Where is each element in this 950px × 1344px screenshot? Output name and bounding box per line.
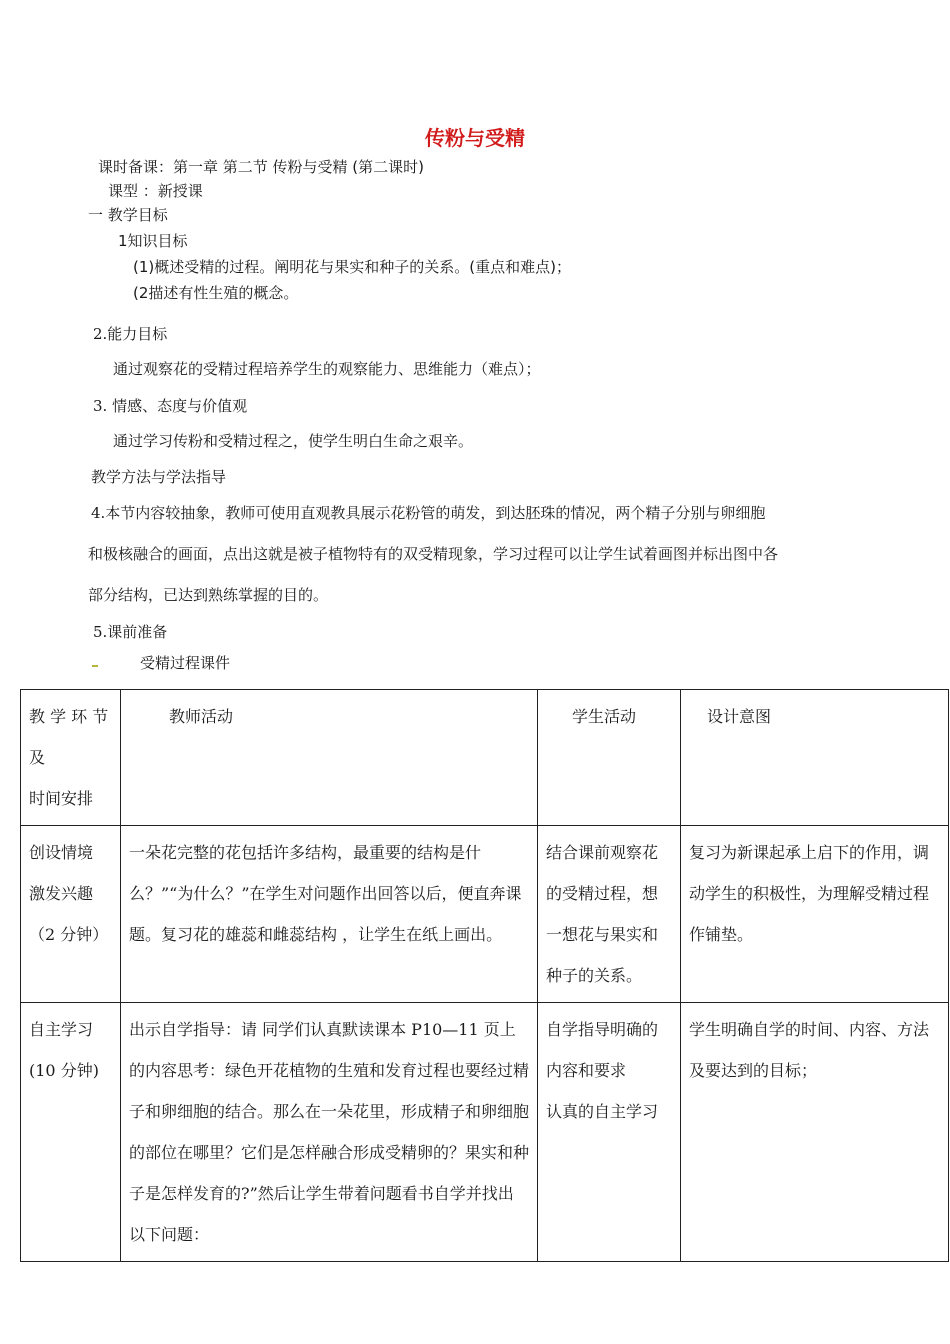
stage-cell	[21, 1003, 121, 1262]
header-teacher	[121, 690, 538, 826]
header-intent	[681, 690, 949, 826]
method-paragraph-line-1: 4.本节内容较抽象，教师可使用直观教具展示花粉管的萌发，到达胚珠的情况，两个精子分别与卵细胞	[91, 504, 766, 522]
stage-line-3: （2 分钟）	[29, 925, 109, 944]
stage-line-2: 激发兴趣	[29, 884, 94, 903]
emotion-text: 通过学习传粉和受精过程之，使学生明白生命之艰辛。	[113, 432, 474, 450]
header-student	[538, 690, 681, 826]
method-paragraph-line-3: 部分结构，已达到熟练掌握的目的。	[88, 586, 329, 604]
ability-heading: 2.能力目标	[93, 325, 168, 343]
method-paragraph-line-2: 和极核融合的画面，点出这就是被子植物特有的双受精现象，学习过程可以让学生试着画图并标出图中各	[88, 545, 779, 563]
method-heading: 教学方法与学法指导	[91, 468, 227, 486]
header-stage-line-2: 及	[29, 748, 46, 767]
lesson-plan-table	[20, 689, 949, 1262]
student-activity: 结合课前观察花的受精过程，想一想花与果实和种子的关系。	[538, 826, 681, 1003]
header-intent-label: 设计意图	[707, 707, 772, 726]
knowledge-goal-2: (2描述有性生殖的概念。	[133, 284, 299, 302]
table-header-row	[21, 690, 949, 826]
document-title: 传粉与受精	[425, 126, 525, 150]
knowledge-goal-1: (1)概述受精的过程。阐明花与果实和种子的关系。(重点和难点)；	[133, 258, 571, 276]
table-row	[21, 826, 949, 1003]
knowledge-heading: 1知识目标	[118, 232, 188, 250]
goals-heading: 一 教学目标	[88, 206, 168, 224]
ability-text: 通过观察花的受精过程培养学生的观察能力、思维能力（难点）；	[113, 360, 541, 378]
stage-line-1: 自主学习	[29, 1020, 94, 1039]
lesson-type: 课型 ：新授课	[108, 182, 203, 200]
design-intent: 学生明确自学的时间、内容、方法及要达到的目标；	[681, 1003, 949, 1262]
stage-line-1: 创设情境	[29, 843, 94, 862]
bullet-mark	[92, 665, 98, 667]
design-intent: 复习为新课起承上启下的作用，调动学生的积极性，为理解受精过程作铺垫。	[681, 826, 949, 1003]
prep-heading: 5.课前准备	[93, 623, 168, 641]
stage-cell	[21, 826, 121, 1003]
header-stage	[21, 690, 121, 826]
header-stage-line-1: 教 学 环 节	[29, 707, 109, 726]
prep-text: 受精过程课件	[140, 654, 231, 672]
stage-line-2: (10 分钟)	[29, 1061, 99, 1080]
header-stage-line-3: 时间安排	[29, 789, 94, 808]
table-row	[21, 1003, 949, 1262]
emotion-heading: 3. 情感、态度与价值观	[93, 397, 248, 415]
lesson-meta: 课时备课：第一章 第二节 传粉与受精 (第二课时)	[98, 158, 425, 176]
teacher-activity: 出示自学指导：请 同学们认真默读课本 P10—11 页上的内容思考：绿色开花植物的生殖和发育过程也要经过精子和卵细胞的结合。那么在一朵花里，形成精子和卵细胞的部位在哪里？它们是怎样融合形成受精卵的？果实和种子是怎样发育的?”然后让学生带着问题看书自学并找出以下问题：	[121, 1003, 538, 1262]
student-activity-line-1: 自学指导明确的内容和要求	[546, 1020, 659, 1080]
student-activity	[538, 1003, 681, 1262]
student-activity-line-2: 认真的自主学习	[546, 1102, 659, 1121]
teacher-activity: 一朵花完整的花包括许多结构，最重要的结构是什么？”“为什么？”在学生对问题作出回答以后，便直奔课题。复习花的雄蕊和雌蕊结构 ，让学生在纸上画出。	[121, 826, 538, 1003]
header-student-label: 学生活动	[572, 707, 637, 726]
header-teacher-label: 教师活动	[169, 707, 234, 726]
